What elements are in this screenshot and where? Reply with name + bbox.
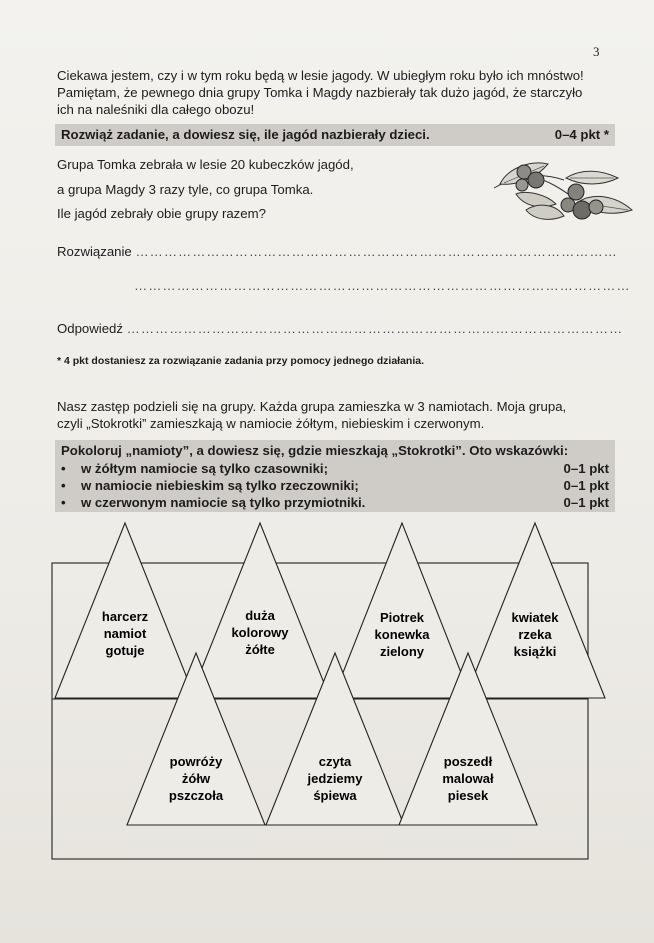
solution-row	[57, 244, 618, 259]
task1-title: Rozwiąż zadanie, a dowiesz się, ile jagód nazbierały dzieci.	[61, 127, 430, 142]
solution-dots-1[interactable]: …………………………………………………………………………………………	[135, 244, 618, 259]
task1-line-3: Ile jagód zebrały obie grupy razem?	[57, 206, 266, 221]
intro2-line-2: czyli „Stokrotki” zamieszkają w namiocie żółtym, niebieskim i czerwonym.	[57, 416, 485, 431]
tent-word: śpiewa	[313, 788, 357, 803]
tent-word: malował	[442, 771, 494, 786]
answer-dots[interactable]: ……………………………………………………………………………………………	[126, 321, 624, 336]
tent-word: poszedł	[443, 754, 493, 769]
tent-word: czyta	[318, 754, 352, 769]
tent-word: pszczoła	[168, 788, 224, 803]
intro-paragraph	[57, 67, 617, 118]
tent-word: konewka	[374, 627, 430, 642]
tent-word: kolorowy	[231, 625, 289, 640]
tents-figure	[0, 515, 654, 875]
hint-text: w czerwonym namiocie są tylko przymiotniki.	[81, 495, 366, 510]
tent-word: namiot	[103, 626, 147, 641]
task2-box	[55, 440, 615, 512]
solution-dots-2[interactable]	[134, 278, 631, 293]
task1-header	[55, 124, 615, 146]
tent-word: harcerz	[101, 609, 149, 624]
hint-points: 0–1 pkt	[563, 461, 609, 476]
task2-title: Pokoloruj „namioty”, a dowiesz się, gdzie mieszkają „Stokrotki”. Oto wskazówki:	[61, 443, 569, 458]
tent-word: rzeka	[518, 627, 552, 642]
tent-word: książki	[513, 644, 557, 659]
blueberries-illustration	[486, 150, 636, 235]
tent-word: żółte	[245, 642, 275, 657]
intro2-line-1: Nasz zastęp podzieli się na grupy. Każda grupa zamieszka w 3 namiotach. Moja grupa,	[57, 399, 567, 414]
bullet-icon: •	[61, 495, 66, 510]
task1-line-1: Grupa Tomka zebrała w lesie 20 kubeczków jagód,	[57, 157, 354, 172]
page-number: 3	[593, 44, 600, 59]
hint-text: w namiocie niebieskim są tylko rzeczowniki;	[81, 478, 359, 493]
answer-row	[57, 321, 623, 336]
bullet-icon: •	[61, 478, 66, 493]
tent-word: piesek	[447, 788, 489, 803]
solution-dots-2-text: ……………………………………………………………………………………………	[134, 278, 631, 293]
solution-label: Rozwiązanie	[57, 244, 132, 259]
tent-word: jedziemy	[307, 771, 363, 786]
tent-word: zielony	[379, 644, 425, 659]
tent-word: gotuje	[105, 643, 145, 658]
answer-label: Odpowiedź	[57, 321, 123, 336]
task1-points: 0–4 pkt *	[554, 127, 609, 142]
tent-word: kwiatek	[511, 610, 559, 625]
intro-line-2: Pamiętam, że pewnego dnia grupy Tomka i Magdy nazbierały tak dużo jagód, że starczyło	[57, 85, 583, 100]
bullet-icon: •	[61, 461, 66, 476]
task1-note: * 4 pkt dostaniesz za rozwiązanie zadania przy pomocy jednego działania.	[57, 355, 425, 367]
tent-word: żółw	[181, 771, 211, 786]
hint-points: 0–1 pkt	[563, 478, 609, 493]
tent-word: powróży	[169, 754, 223, 769]
tent-word: duża	[245, 608, 275, 623]
task1-line-2: a grupa Magdy 3 razy tyle, co grupa Tomka.	[57, 182, 314, 197]
tent-word: Piotrek	[379, 610, 425, 625]
intro-line-3: ich na naleśniki dla całego obozu!	[57, 102, 255, 117]
hint-text: w żółtym namiocie są tylko czasowniki;	[81, 461, 328, 476]
hint-points: 0–1 pkt	[563, 495, 609, 510]
intro2-paragraph	[57, 398, 617, 432]
intro-line-1: Ciekawa jestem, czy i w tym roku będą w lesie jagody. W ubiegłym roku było ich mnóstwo!	[57, 68, 584, 83]
